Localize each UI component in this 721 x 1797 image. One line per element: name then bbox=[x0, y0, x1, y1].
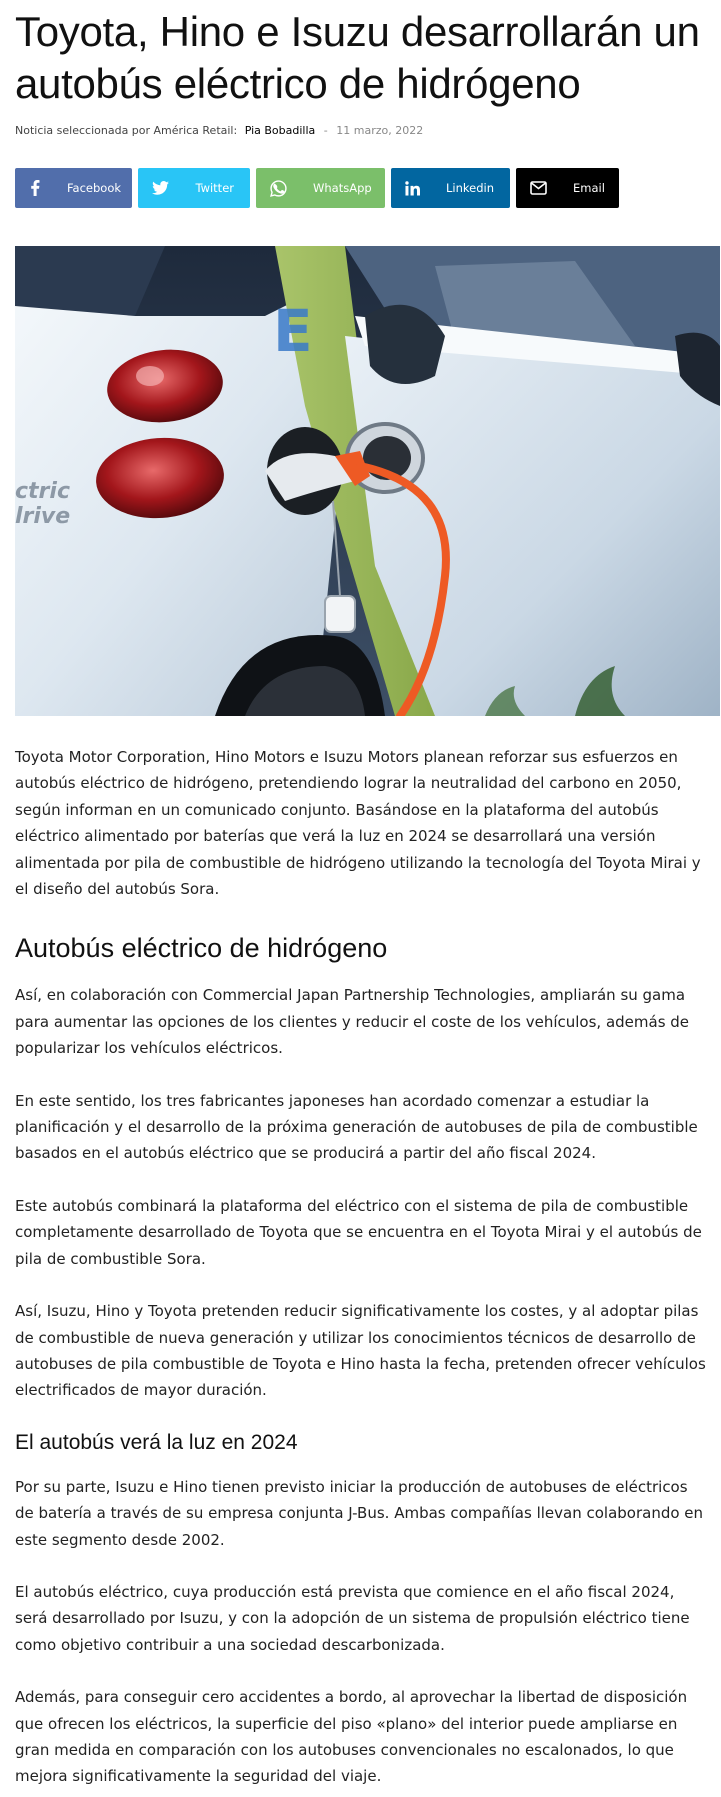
share-email-label: Email bbox=[573, 181, 605, 195]
section2-paragraph-2: El autobús eléctrico, cuya producción está prevista que comience en el año fiscal 2024, será desarrollado por Isuzu, y con la adopción de un sistema de propulsión eléctrico tiene como objetivo contribuir a una sociedad descarbonizada. bbox=[15, 1582, 690, 1654]
envelope-icon bbox=[530, 178, 547, 198]
section2-paragraph-1: Por su parte, Isuzu e Hino tienen previsto iniciar la producción de autobuses de eléctricos de batería a través de su empresa conjunta J-Bus. Ambas compañías llevan colaborando en este segmento desde 2002. bbox=[15, 1477, 704, 1549]
hero-image bbox=[15, 246, 720, 716]
article-page bbox=[0, 6, 721, 1797]
author-link[interactable]: Pia Bobadilla bbox=[244, 124, 316, 137]
meta-prefix: Noticia seleccionada por América Retail: bbox=[15, 124, 238, 137]
meta-separator: - bbox=[323, 124, 328, 137]
facebook-icon bbox=[29, 178, 41, 198]
share-facebook-button[interactable] bbox=[15, 168, 132, 208]
twitter-icon bbox=[152, 178, 169, 198]
section-heading-hydrogen-bus: Autobús eléctrico de hidrógeno bbox=[15, 933, 388, 964]
intro-paragraph: Toyota Motor Corporation, Hino Motors e Isuzu Motors planean reforzar sus esfuerzos en autobús eléctrico de hidrógeno, pretendiendo lograr la neutralidad del carbono en 2050, según informan en un comunicado conjunto. Basándose en la plataforma del autobús eléctrico alimentado por baterías que verá la luz en 2024 se desarrollará una versión alimentada por pila de combustible de hidrógeno utilizando la tecnología del Toyota Mirai y el diseño del autobús Sora. bbox=[15, 748, 701, 899]
section1-paragraph-4: Así, Isuzu, Hino y Toyota pretenden reducir significativamente los costes, y al adoptar pilas de combustible de nueva generación y utilizar los conocimientos técnicos de desarrollo de autobuses de pila combustible de Toyota e Hino hasta la fecha, pretenden ofrecer vehículos electrificados de mayor duración. bbox=[15, 1302, 706, 1400]
share-twitter-label: Twitter bbox=[195, 181, 234, 195]
whatsapp-icon bbox=[270, 178, 287, 198]
article-title: Toyota, Hino e Isuzu desarrollarán un autobús eléctrico de hidrógeno bbox=[15, 8, 700, 107]
share-email-button[interactable] bbox=[516, 168, 619, 208]
share-whatsapp-label: WhatsApp bbox=[313, 181, 372, 195]
section-heading-2024-launch: El autobús verá la luz en 2024 bbox=[15, 1430, 298, 1454]
share-facebook-label: Facebook bbox=[67, 181, 122, 195]
share-whatsapp-button[interactable] bbox=[256, 168, 385, 208]
share-linkedin-button[interactable] bbox=[391, 168, 510, 208]
linkedin-icon bbox=[405, 178, 420, 198]
car-badge-line2: lrive bbox=[15, 504, 71, 529]
electric-car-charging-illustration bbox=[15, 246, 720, 716]
section1-paragraph-2: En este sentido, los tres fabricantes japoneses han acordado comenzar a estudiar la planificación y el desarrollo de la próxima generación de autobuses de pila de combustible basados en el autobús eléctrico que se producirá a partir del año fiscal 2024. bbox=[15, 1091, 698, 1163]
article-meta bbox=[15, 124, 706, 140]
share-twitter-button[interactable] bbox=[138, 168, 250, 208]
section2-paragraph-3: Además, para conseguir cero accidentes a bordo, al aprovechar la libertad de disposición que ofrecen los eléctricos, la superficie del piso «plano» del interior puede ampliarse en gran medida en comparación con los autobuses convencionales no escalonados, lo que mejora significativamente la seguridad del viaje. bbox=[15, 1688, 688, 1786]
section1-paragraph-1: Así, en colaboración con Commercial Japan Partnership Technologies, ampliarán su gama para aumentar las opciones de los clientes y reducir el coste de los vehículos, además de popularizar los vehículos eléctricos. bbox=[15, 986, 690, 1058]
section1-paragraph-3: Este autobús combinará la plataforma del eléctrico con el sistema de pila de combustible completamente desarrollado de Toyota que se encuentra en el Toyota Mirai y el autobús de pila de combustible Sora. bbox=[15, 1196, 702, 1268]
car-badge-line1: ctric bbox=[15, 479, 70, 504]
publish-date: 11 marzo, 2022 bbox=[336, 124, 424, 137]
share-linkedin-label: Linkedin bbox=[446, 181, 494, 195]
plug-badge-text: E bbox=[273, 297, 313, 365]
share-bar bbox=[15, 168, 706, 208]
